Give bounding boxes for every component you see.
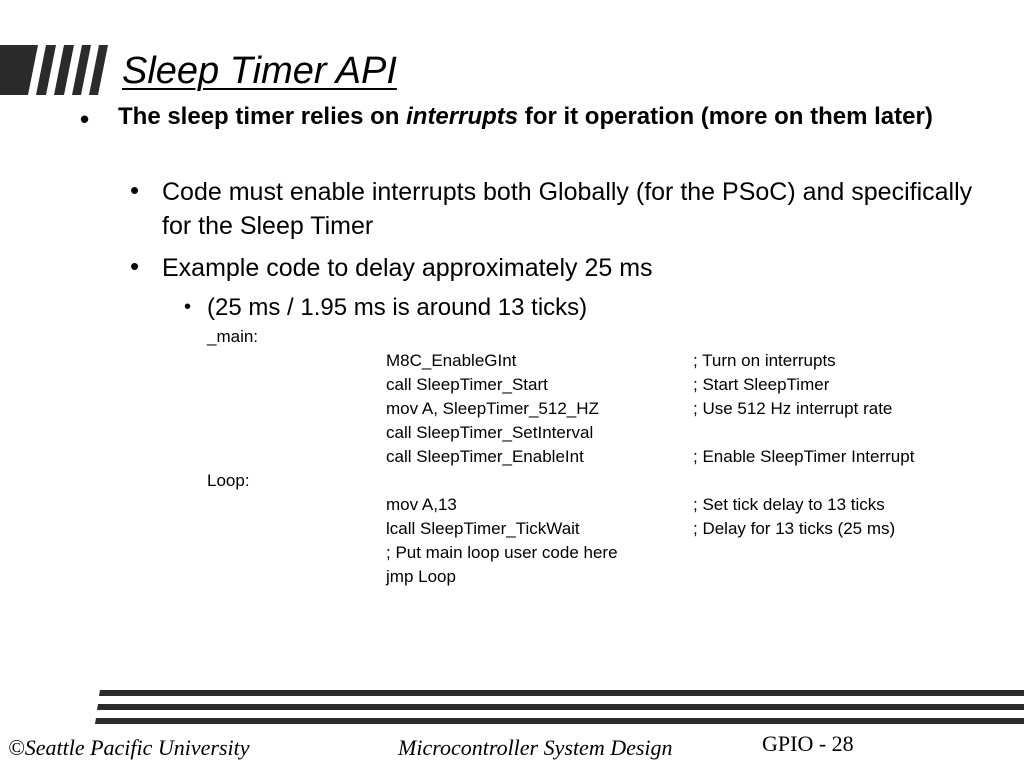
bullet-dot: • — [130, 175, 140, 205]
code-line: call SleepTimer_SetInterval — [386, 423, 594, 442]
code-comment: ; Use 512 Hz interrupt rate — [693, 399, 893, 418]
code-line: mov A,13 — [386, 495, 457, 514]
code-comment: ; Delay for 13 ticks (25 ms) — [693, 519, 896, 538]
bullet-dot: • — [80, 104, 90, 134]
bullet-dot: • — [184, 296, 192, 318]
bullet-sub3: (25 ms / 1.95 ms is around 13 ticks) — [207, 294, 588, 321]
bullet-main-emphasis: interrupts — [406, 103, 519, 130]
footer-lines — [95, 690, 1024, 730]
code-line: lcall SleepTimer_TickWait — [386, 519, 580, 538]
bullet-sub1: Code must enable interrupts both Globally (for the PSoC) and specifically for the Sleep Timer — [162, 178, 973, 240]
code-line: M8C_EnableGInt — [386, 351, 517, 370]
code-line: call SleepTimer_EnableInt — [386, 447, 584, 466]
slide-title: Sleep Timer API — [122, 50, 397, 92]
bullet-main-text-end: for it operation (more on them later) — [518, 103, 933, 130]
code-line: call SleepTimer_Start — [386, 375, 548, 394]
code-line: ; Put main loop user code here — [386, 543, 618, 562]
footer-page-number: GPIO - 28 — [762, 731, 854, 756]
footer-course: Microcontroller System Design — [398, 735, 673, 760]
code-comment: ; Turn on interrupts — [693, 351, 836, 370]
bullet-sub2: Example code to delay approximately 25 ms — [162, 254, 653, 282]
bullet-dot: • — [130, 251, 140, 281]
code-label-main: _main: — [207, 327, 259, 346]
code-line: jmp Loop — [386, 567, 456, 586]
code-label-loop: Loop: — [207, 471, 250, 490]
logo-bars — [0, 45, 110, 95]
code-comment: ; Set tick delay to 13 ticks — [693, 495, 885, 514]
footer-copyright: ©Seattle Pacific University — [8, 735, 250, 760]
code-line: mov A, SleepTimer_512_HZ — [386, 399, 599, 418]
code-comment: ; Start SleepTimer — [693, 375, 830, 394]
bullet-main-text: The sleep timer relies on — [118, 103, 407, 130]
code-comment: ; Enable SleepTimer Interrupt — [693, 447, 915, 466]
bullet-main — [118, 100, 978, 134]
